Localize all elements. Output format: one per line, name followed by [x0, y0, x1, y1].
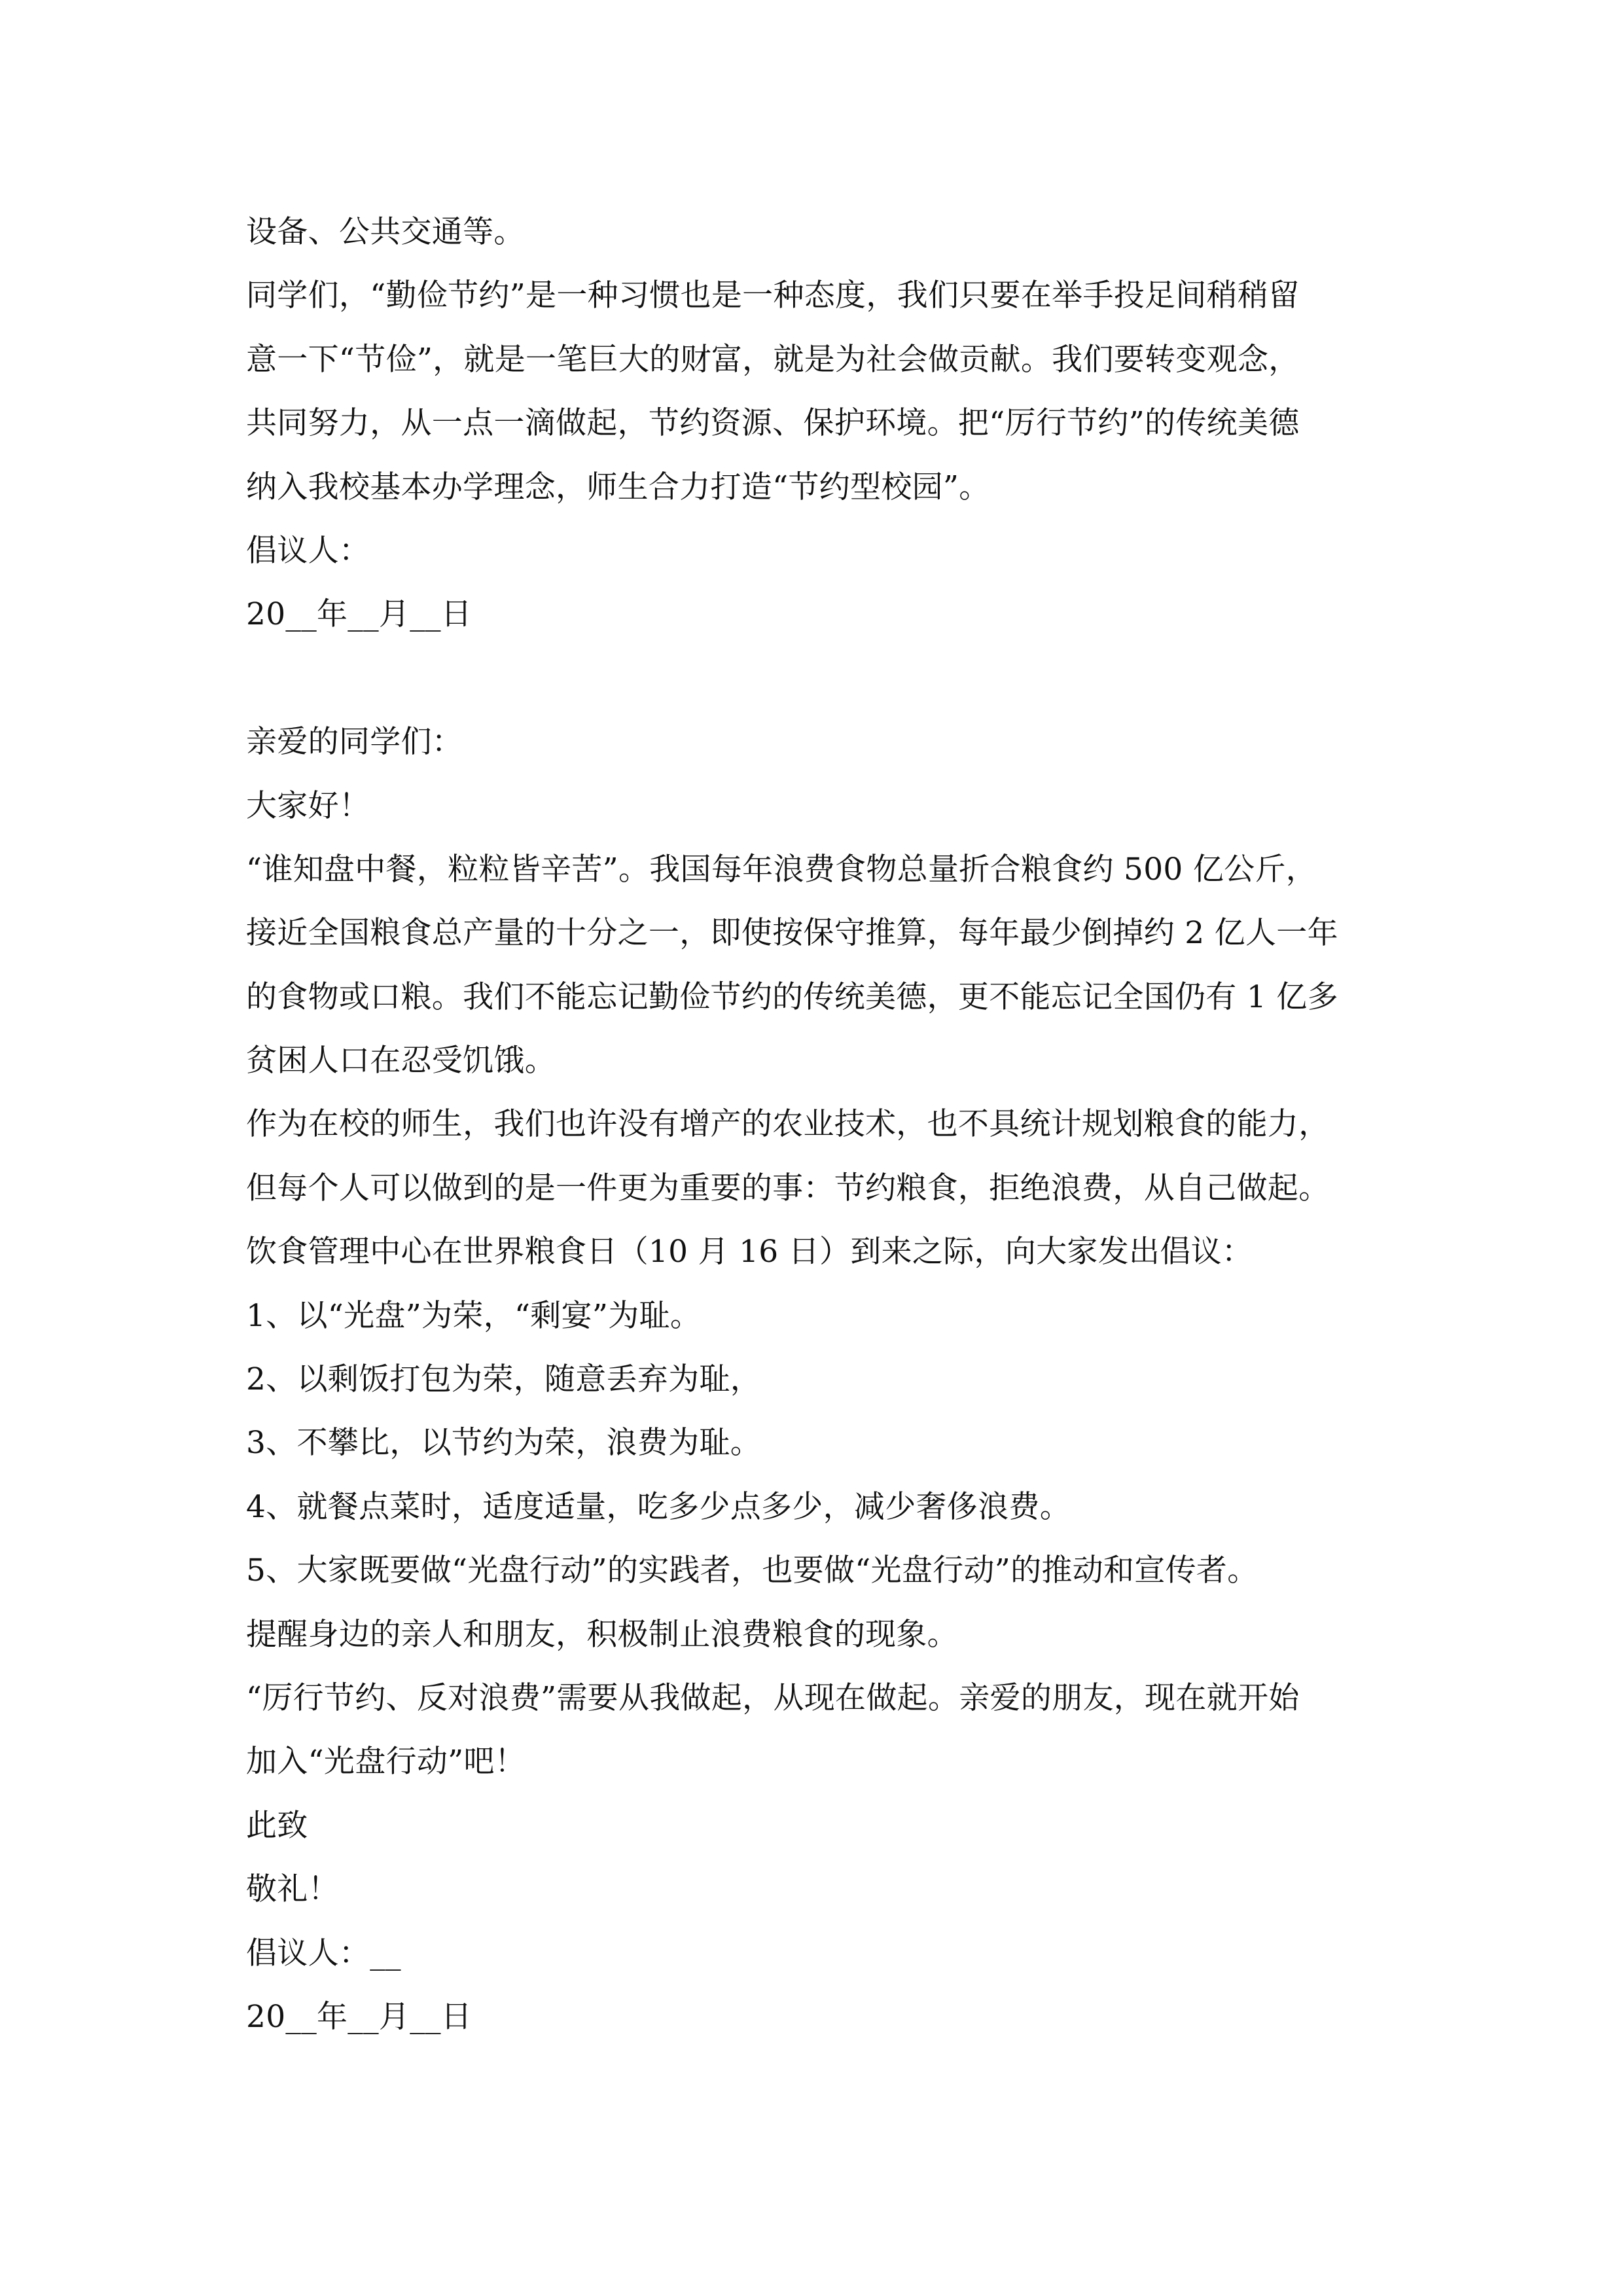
paragraph-line: 加入“光盘行动”吧！: [246, 1744, 526, 1780]
list-item: 1、以“光盘”为荣，“剩宴”为耻。: [246, 1297, 702, 1334]
paragraph-line: “厉行节约、反对浪费”需要从我做起，从现在做起。亲爱的朋友，现在就开始: [246, 1679, 1300, 1716]
greeting: 大家好！: [246, 787, 370, 824]
paragraph-line: 但每个人可以做到的是一件更为重要的事：节约粮食，拒绝浪费，从自己做起。: [246, 1170, 1330, 1206]
paragraph-line: 共同努力，从一点一滴做起，节约资源、保护环境。把“厉行节约”的传统美德: [246, 405, 1300, 442]
closing-salute: 敬礼！: [246, 1871, 339, 1908]
paragraph-line: 作为在校的师生，我们也许没有增产的农业技术，也不具统计规划粮食的能力，: [246, 1106, 1330, 1143]
list-item: 3、不攀比，以节约为荣，浪费为耻。: [246, 1425, 762, 1462]
paragraph-line: 贫困人口在忍受饥饿。: [246, 1043, 556, 1079]
list-item: 4、就餐点菜时，适度适量，吃多少点多少，减少奢侈浪费。: [246, 1488, 1071, 1525]
document-body: [246, 200, 1411, 2049]
paragraph-line: 同学们，“勤俭节约”是一种习惯也是一种态度，我们只要在举手投足间稍稍留: [246, 278, 1300, 314]
section-spacer: [246, 647, 1411, 710]
closing-phrase: 此致: [246, 1807, 308, 1844]
date-line: 20__年__月__日: [246, 1998, 473, 2035]
list-item: 2、以剩饭打包为荣，随意丢弃为耻，: [246, 1361, 762, 1398]
paragraph-line: 的食物或口粮。我们不能忘记勤俭节约的传统美德，更不能忘记全国仍有 1 亿多: [246, 978, 1338, 1015]
section-proposal-letter: [246, 710, 1411, 2049]
paragraph-line: “谁知盘中餐，粒粒皆辛苦”。我国每年浪费食物总量折合粮食约 500 亿公斤，: [246, 851, 1317, 888]
signature-label: 倡议人：: [246, 532, 370, 569]
list-item: 5、大家既要做“光盘行动”的实践者，也要做“光盘行动”的推动和宣传者。: [246, 1552, 1258, 1589]
paragraph-line: 设备、公共交通等。: [246, 214, 525, 250]
paragraph-line: 接近全国粮食总产量的十分之一，即使按保守推算，每年最少倒掉约 2 亿人一年: [246, 915, 1338, 952]
date-line: 20__年__月__日: [246, 596, 473, 633]
paragraph-line: 饮食管理中心在世界粮食日（10 月 16 日）到来之际，向大家发出倡议：: [246, 1234, 1253, 1270]
salutation: 亲爱的同学们：: [246, 724, 463, 761]
paragraph-line: 提醒身边的亲人和朋友，积极制止浪费粮食的现象。: [246, 1616, 958, 1653]
signature-label: 倡议人：__: [246, 1935, 401, 1971]
paragraph-line: 纳入我校基本办学理念，师生合力打造“节约型校园”。: [246, 469, 990, 505]
section-closing-previous: [246, 200, 1411, 647]
paragraph-line: 意一下“节俭”，就是一笔巨大的财富，就是为社会做贡献。我们要转变观念，: [246, 341, 1300, 378]
